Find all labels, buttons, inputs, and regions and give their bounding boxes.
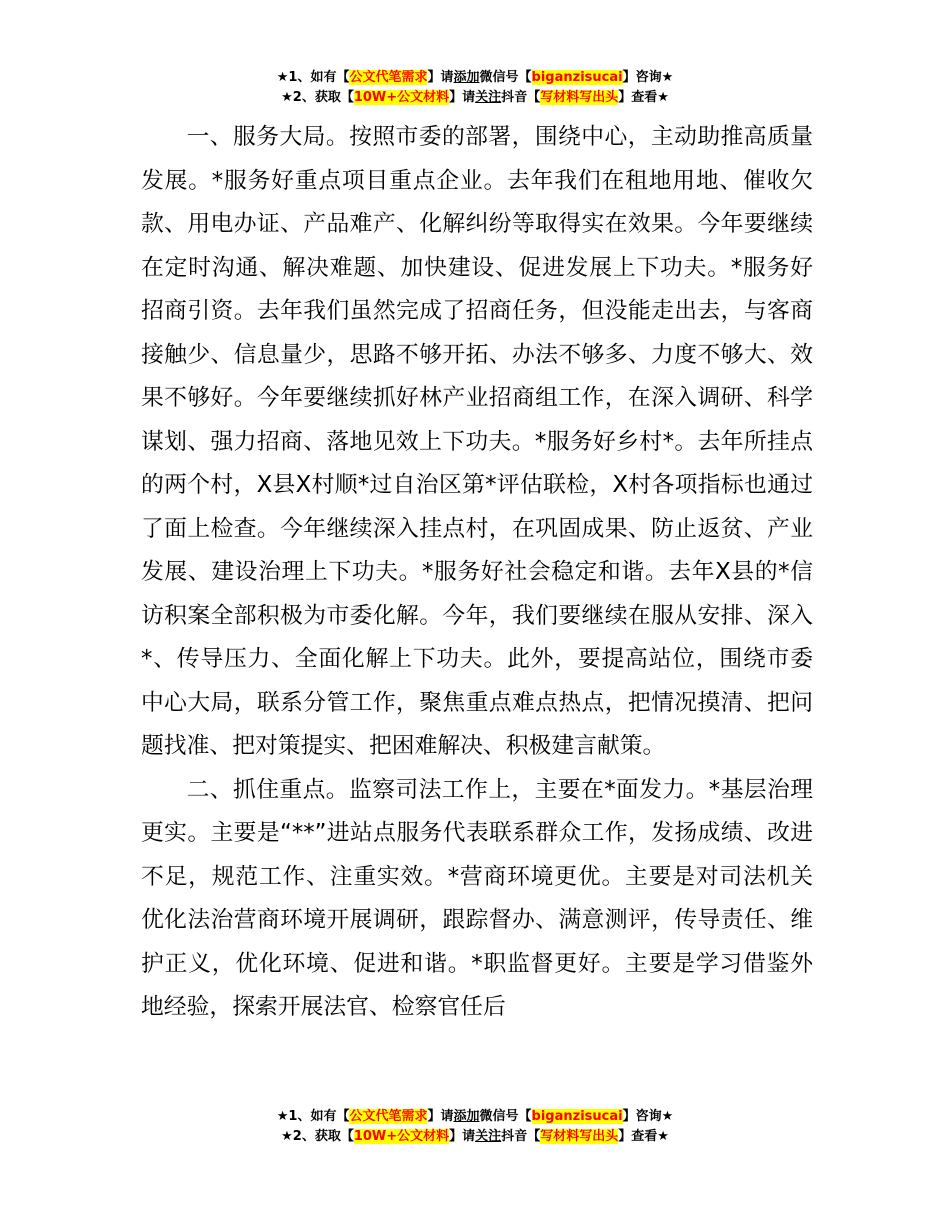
document-body	[141, 116, 813, 1030]
footer-banner-line-1	[0, 1107, 950, 1127]
banner-highlight: 10W+公文材料	[353, 1129, 450, 1144]
footer-banner	[0, 1107, 950, 1147]
banner-underlined-text: 关注	[475, 90, 502, 105]
banner-text: 】查看★	[618, 90, 669, 105]
paragraph-service-overall: 一、服务大局。按照市委的部署，围绕中心，主动助推高质量发展。*服务好重点项目重点企业。去年我们在租地用地、催收欠款、用电办证、产品难产、化解纠纷等取得实在效果。今年要继续在定时沟通、解决难题、加快建设、促进发展上下功夫。*服务好招商引资。去年我们虽然完成了招商任务，但没能走出去，与客商接触少、信息量少，思路不够开拓、办法不够多、力度不够大、效果不够好。今年要继续抓好林产业招商组工作，在深入调研、科学谋划、强力招商、落地见效上下功夫。*服务好乡村*。去年所挂点的两个村，X县X村顺*过自治区第*评估联检，X村各项指标也通过了面上检查。今年继续深入挂点村，在巩固成果、防止返贫、产业发展、建设治理上下功夫。*服务好社会稳定和谐。去年X县的*信访积案全部积极为市委化解。今年，我们要继续在服从安排、深入*、传导压力、全面化解上下功夫。此外，要提高站位，围绕市委中心大局，联系分管工作，聚焦重点难点热点，把情况摸清、把问题找准、把对策提实、把困难解决、积极建言献策。	[141, 124, 814, 759]
banner-text: 】请	[449, 1129, 476, 1144]
banner-underlined-text: 关注	[475, 1129, 502, 1144]
banner-text: 抖音【	[501, 1129, 541, 1144]
banner-text: 】咨询★	[622, 70, 674, 85]
banner-text: 微信号【	[479, 70, 532, 85]
banner-text: 】请	[449, 90, 476, 105]
banner-text: 】请	[427, 70, 454, 85]
banner-highlight: biganzisucai	[531, 70, 623, 85]
header-banner	[0, 68, 950, 108]
banner-highlight: 公文代笔需求	[349, 70, 428, 85]
banner-highlight: 写材料写出头	[540, 1129, 619, 1144]
banner-highlight: 10W+公文材料	[353, 90, 450, 105]
banner-highlight: biganzisucai	[531, 1109, 623, 1124]
banner-text: 抖音【	[501, 90, 541, 105]
banner-highlight: 公文代笔需求	[349, 1109, 428, 1124]
paragraph-key-points: 二、抓住重点。监察司法工作上，主要在*面发力。*基层治理更实。主要是“**”进站点服务代表联系群众工作，发扬成绩、改进不足，规范工作、注重实效。*营商环境更优。主要是对司法机关优化法治营商环境开展调研，跟踪督办、满意测评，传导责任、维护正义，优化环境、促进和谐。*职监督更好。主要是学习借鉴外地经验，探索开展法官、检察官任后	[141, 776, 813, 1020]
header-banner-line-1	[0, 68, 950, 88]
banner-text: ★1、如有【	[276, 1109, 350, 1124]
banner-highlight: 写材料写出头	[540, 90, 619, 105]
header-banner-line-2	[0, 88, 950, 108]
banner-text: 】咨询★	[622, 1109, 674, 1124]
banner-text: 】请	[427, 1109, 454, 1124]
banner-text: ★2、获取【	[281, 1129, 354, 1144]
footer-banner-line-2	[0, 1127, 950, 1147]
banner-text: ★2、获取【	[281, 90, 354, 105]
banner-text: ★1、如有【	[276, 70, 350, 85]
banner-text: 】查看★	[618, 1129, 669, 1144]
banner-text: 微信号【	[479, 1109, 532, 1124]
banner-underlined-text: 添加	[453, 70, 480, 85]
banner-underlined-text: 添加	[453, 1109, 480, 1124]
